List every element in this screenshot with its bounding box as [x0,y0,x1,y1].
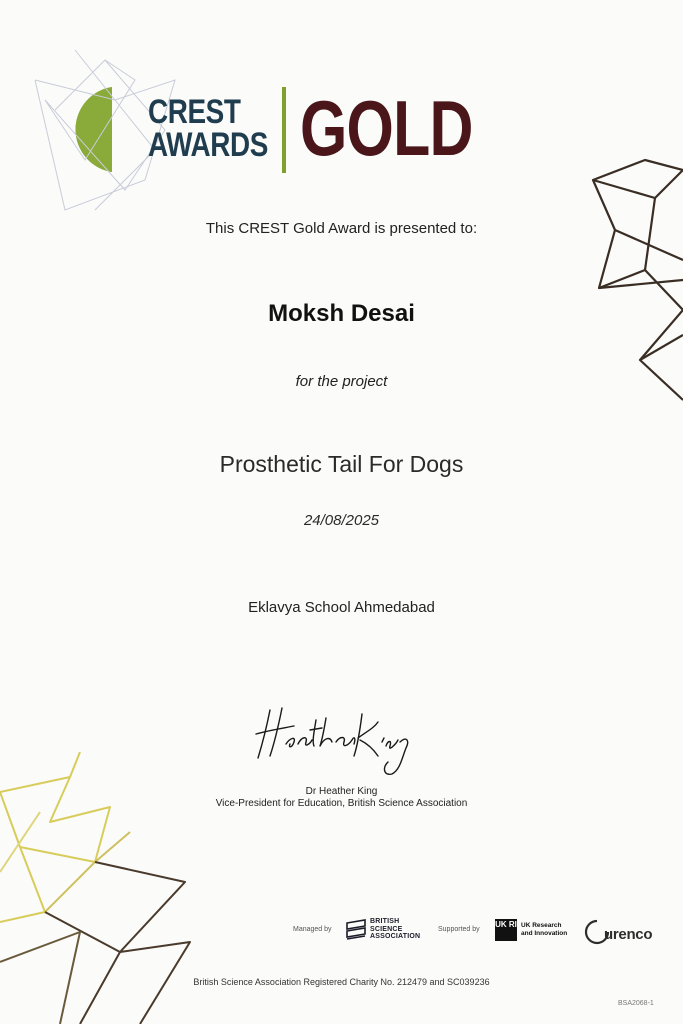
logo-gold-text: GOLD [300,84,473,172]
presented-to-text: This CREST Gold Award is presented to: [205,220,478,237]
signatory-title: Vice-President for Education, British Science Association [215,798,468,809]
recipient-name: Moksh Desai [268,300,415,327]
urenco-logo-text: urenco [604,926,653,943]
ukri-logo-icon: UK RI [495,919,517,941]
logo-divider [282,87,286,173]
managed-by-label: Managed by [293,926,332,933]
school-name: Eklavya School Ahmedabad [248,599,435,616]
supported-by-label: Supported by [438,926,480,933]
signatory-name: Dr Heather King [305,786,378,797]
bsa-logo-text: BRITISH SCIENCE ASSOCIATION [370,918,421,940]
project-title: Prosthetic Tail For Dogs [219,451,464,477]
logo-crest-text: CREST [148,93,241,131]
signature [250,700,420,780]
charity-registration-text: British Science Association Registered Charity No. 212479 and SC039236 [193,977,490,987]
bsa-logo-icon [344,917,368,943]
for-the-project-text: for the project [295,373,388,390]
geometric-decoration-right [585,130,683,410]
ukri-logo-text: UK Research and Innovation [521,922,568,937]
logo-awards-text: AWARDS [148,126,268,164]
document-code: BSA2068-1 [618,1000,654,1007]
award-date: 24/08/2025 [303,512,380,529]
